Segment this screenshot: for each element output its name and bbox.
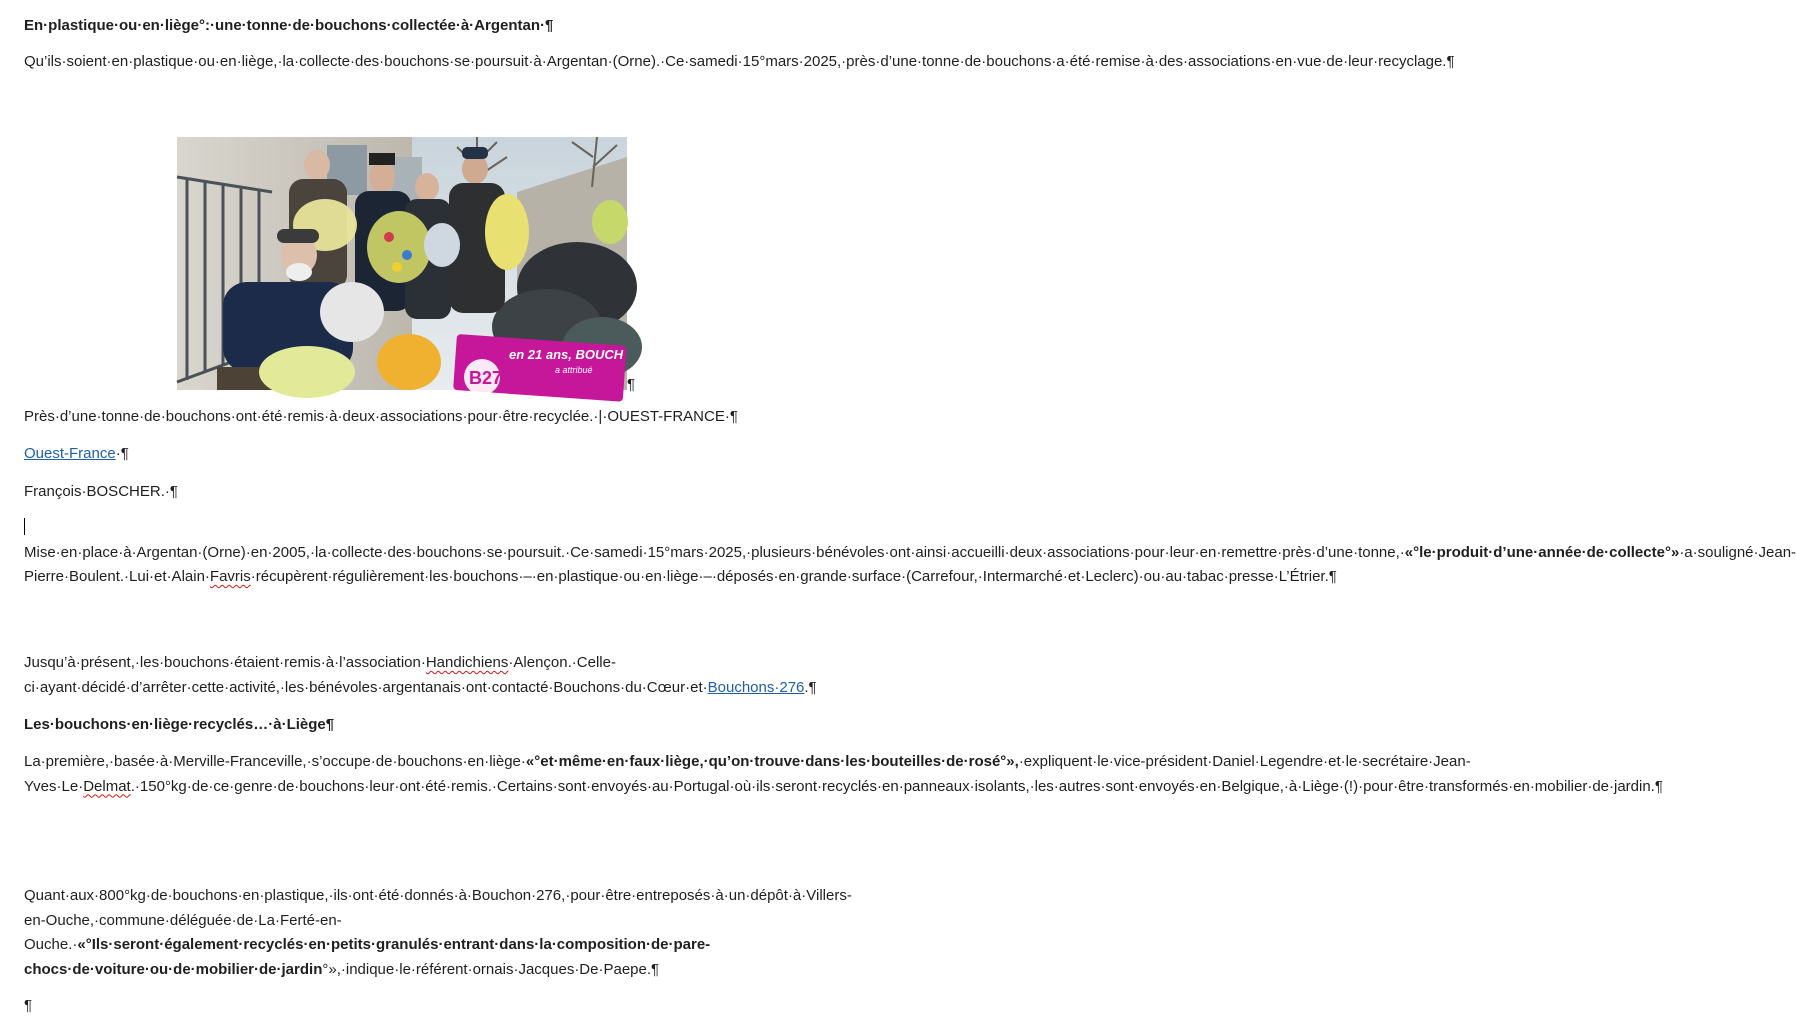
empty-paragraph[interactable]: ¶	[24, 997, 33, 1014]
para1-misspelled-word[interactable]: Favris	[209, 568, 251, 585]
banner-text: en 21 ans, BOUCH	[509, 347, 624, 362]
author-line: François·BOSCHER.·¶	[24, 483, 178, 500]
paragraph-1[interactable]	[24, 516, 1796, 590]
para3-misspelled-word[interactable]: Delmat	[83, 777, 131, 795]
para2-misspelled-word[interactable]: Handichiens	[425, 654, 509, 671]
para4-text-c: °»,·indique·le·référent·ornais·Jacques·De·Paepe.¶	[322, 960, 660, 978]
photo-caption: Près·d’une·tonne·de·bouchons·ont·été·remis·à·deux·associations·pour·être·recyclée.·|·OUEST-FRANCE·¶	[24, 408, 738, 425]
paragraph-2[interactable]	[24, 651, 817, 700]
paragraph-4[interactable]	[24, 884, 852, 982]
para1-text-e: ·récupèrent·régulièrement·les·bouchons·–·en·plastique·ou·en·liège·–·déposés·en·grande·surface·(Carrefour,·Intermarché·et·Leclerc)·ou·au·tabac·presse·L’Étrier.¶	[250, 568, 1337, 585]
photo-image	[177, 137, 627, 390]
banner-sub: a attribué	[555, 365, 593, 375]
bouchons-276-link[interactable]: Bouchons·276	[707, 678, 805, 696]
article-lede: Qu’ils·soient·en·plastique·ou·en·liège,·la·collecte·des·bouchons·se·poursuit·à·Argentan·(Orne).·Ce·samedi·15°mars·2025,·près·d’une·tonne·de·bouchons·a·été·remise·à·des·associations·en·vue·de·leur·recyclage.¶	[24, 53, 1455, 70]
photo-pilcrow: ¶	[627, 376, 636, 393]
paragraph-3[interactable]	[24, 750, 1663, 799]
section-heading: Les·bouchons·en·liège·recyclés…·à·Liège¶	[24, 716, 335, 733]
article-photo[interactable]	[177, 137, 636, 393]
para2-text-c: ·Alençon.·Celle-ci·ayant·décidé·d’arrêter·cette·activité,·les·bénévoles·argentanais·ont·contacté·Bouchons·du·Cœur·et·	[24, 654, 708, 696]
para3-text-e: .·150°kg·de·ce·genre·de·bouchons·leur·ont·été·remis.·Certains·sont·envoyés·au·Portugal·où·ils·seront·recyclés·en·panneaux·isolants,·les·autres·sont·envoyés·en·Belgique,·à·Liège·(!)·pour·être·transformés·en·mobilier·de·jardin.¶	[130, 777, 1663, 795]
para1-quote: «°le·produit·d’une·année·de·collecte°»	[1404, 543, 1680, 561]
para2-text-a: Jusqu’à·présent,·les·bouchons·étaient·remis·à·l’association·	[24, 654, 426, 671]
article-title: En·plastique·ou·en·liège°:·une·tonne·de·bouchons·collectée·à·Argentan·¶	[24, 17, 554, 34]
source-tail: ·¶	[115, 445, 129, 462]
para2-text-e: .¶	[804, 678, 817, 696]
para4-text-a: Quant·aux·800°kg·de·bouchons·en·plastique,·ils·ont·été·donnés·à·Bouchon·276,·pour·être·entreposés·à·un·dépôt·à·Villers-en-Ouche,·commune·déléguée·de·La·Ferté-en-Ouche.·	[24, 887, 852, 953]
para1-text-c: ·a·souligné·Jean-Pierre·Boulent.·Lui·et·Alain·	[24, 543, 1796, 585]
para3-text-c: ·expliquent·le·vice-président·Daniel·Legendre·et·le·secrétaire·Jean-Yves·Le·	[24, 753, 1471, 795]
source-line	[24, 442, 129, 467]
text-cursor	[24, 518, 25, 535]
para4-quote: «°Ils·seront·également·recyclés·en·petits·granulés·entrant·dans·la·composition·de·pare-chocs·de·voiture·ou·de·mobilier·de·jardin	[24, 936, 711, 978]
banner-badge: B27	[469, 368, 503, 388]
para3-quote: «°et·même·en·faux·liège,·qu’on·trouve·dans·les·bouteilles·de·rosé°»,	[525, 753, 1019, 770]
para1-text-a: Mise·en·place·à·Argentan·(Orne)·en·2005,·la·collecte·des·bouchons·se·poursuit.·Ce·samedi·15°mars·2025,·plusieurs·bénévoles·ont·ainsi·accueilli·deux·associations·pour·leur·en·remettre·près·d’une·tonne,·	[24, 543, 1405, 561]
source-link[interactable]: Ouest-France	[24, 445, 116, 462]
para3-text-a: La·première,·basée·à·Merville-Franceville,·s’occupe·de·bouchons·en·liège·	[24, 753, 526, 770]
